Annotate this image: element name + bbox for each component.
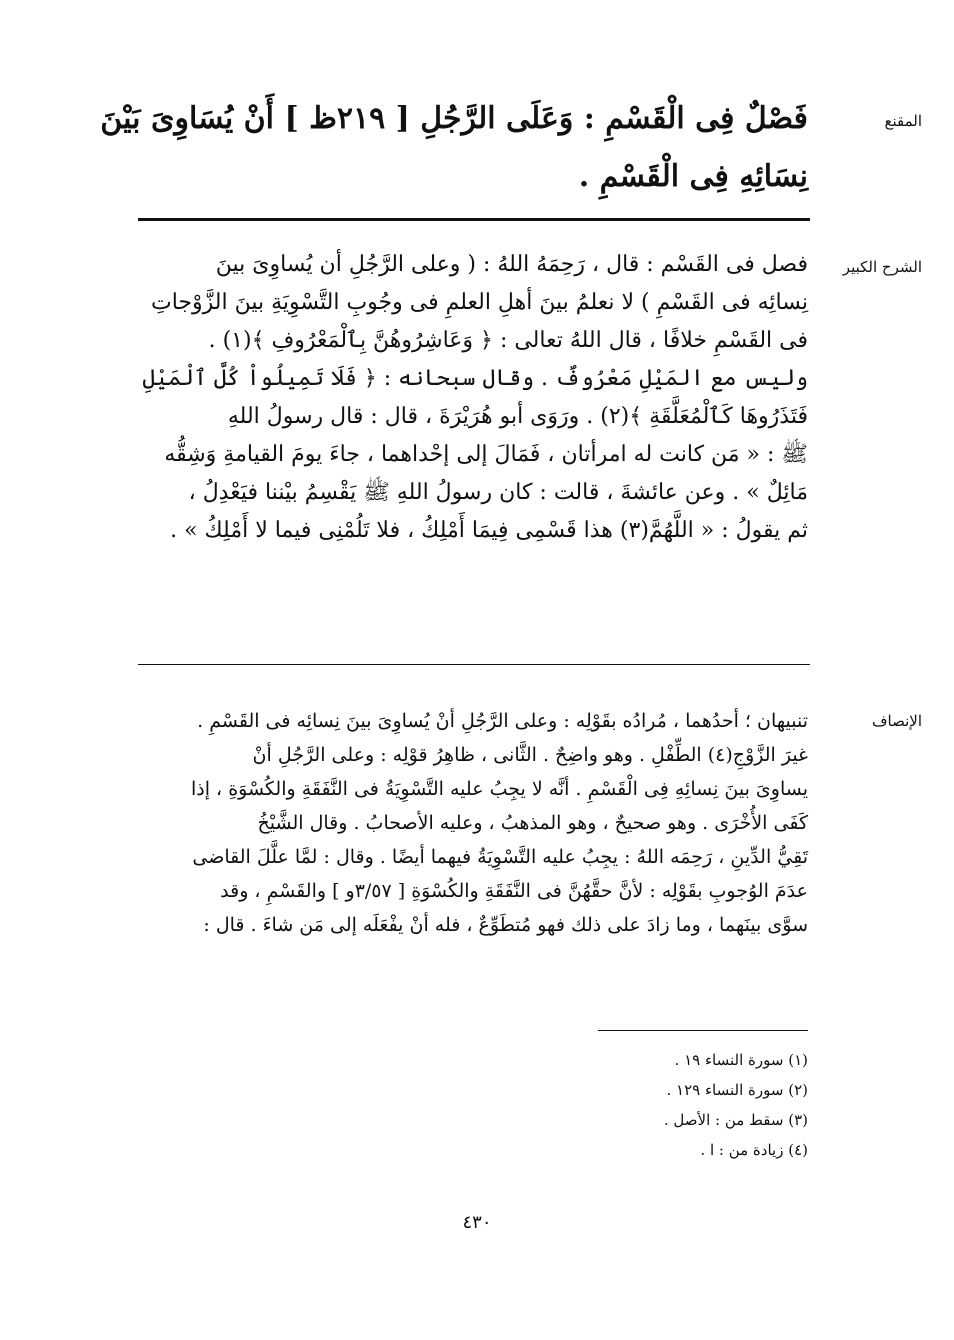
sharh-line: نِسائِه فى القَسْمِ ) لا نعلمُ بينَ أهلِ العلمِ فى وجُوبِ التَّسْوِيَةِ بينَ الزَّوْجاتِ xyxy=(151,290,808,315)
sharh-line: وليس مع المَيْلِ مَعْرُوفٌ . وقال سبحانه : ﴿ فَلَا تَمِيلُواْ كُلَّ ٱلْمَيْلِ xyxy=(142,366,808,391)
insaf-text xyxy=(130,704,808,942)
footnote: (٤) زيادة من : ا . xyxy=(700,1141,808,1159)
section-divider xyxy=(138,218,810,221)
insaf-line: تَقِيُّ الدِّينِ ، رَحِمَه اللهُ : يجِبُ عليه التَّسْوِيَةُ فيهما أيضًا . وقال : لمَّا علَّلَ القاضى xyxy=(192,846,808,868)
section-label-insaf: الإنصاف xyxy=(871,712,922,730)
footnote-divider xyxy=(598,1030,808,1031)
section-label-sharh: الشرح الكبير xyxy=(842,258,922,276)
insaf-line: تنبيهان ؛ أحدُهما ، مُرادُه بقَوْلِه : وعلى الرَّجُلِ أنْ يُساوِىَ بينَ نِسائِه فى القَسْمِ . xyxy=(197,710,808,732)
muqni-text xyxy=(100,90,808,206)
insaf-line: سوَّى بينَهما ، وما زادَ على ذلك فهو مُتطَوِّعٌ ، فله أنْ يفْعَلَه إلى مَن شاءَ . قال : xyxy=(203,914,808,936)
insaf-line: يساوِىَ بينَ نِسائِهِ فِى الْقَسْمِ . أنَّه لا يجِبُ عليه التَّسْوِيَةُ فى النَّفَقَةِ والكُسْوَةِ ، إذا xyxy=(190,778,808,800)
sharh-line: فى القَسْمِ خلافًا ، قال اللهُ تعالى : ﴿ وَعَاشِرُوهُنَّ بِٱلْمَعْرُوفِ ﴾(١) . xyxy=(208,328,808,353)
sharh-line: مَائِلٌ » . وعن عائشةَ ، قالت : كان رسولُ اللهِ ﷺ يَقْسِمُ بيْننا فيَعْدِلُ ، xyxy=(188,480,808,505)
sharh-line: فصل فى القَسْم : قال ، رَحِمَهُ اللهُ : ( وعلى الرَّجُلِ أن يُساوِىَ بينَ xyxy=(215,252,808,277)
muqni-line: نِسَائِهِ فِى الْقَسْمِ . xyxy=(578,159,808,194)
insaf-line: كَفَى الأُخْرَى . وهو صحيحٌ ، وهو المذهبُ ، وعليه الأصحابُ . وقال الشَّيْخُ xyxy=(257,812,808,834)
sharh-text xyxy=(130,246,808,550)
page-number: ٤٣٠ xyxy=(462,1212,492,1233)
footnote: (١) سورة النساء ١٩ . xyxy=(674,1051,808,1069)
section-divider xyxy=(138,664,810,665)
footnote: (٢) سورة النساء ١٢٩ . xyxy=(666,1081,808,1099)
sharh-line: ثم يقولُ : « اللَّهُمَّ(٣) هذا قَسْمِى فِيمَا أَمْلِكُ ، فلا تَلُمْنِى فيما لا أَمْلِكُ » . xyxy=(170,518,808,543)
insaf-line: عدَمَ الوُجوبِ بقَوْلِه : لأنَّ حقَّهُنَّ فى النَّفَقَةِ والكُسْوَةِ [ ٣/٥٧و ] والقَسْمِ ، وقد xyxy=(220,880,808,902)
insaf-line: غيرَ الزَّوْجِ(٤) الطِّفْلِ . وهو واضِحٌ . الثَّانى ، ظاهِرُ قوْلِه : وعلى الرَّجُلِ أنْ xyxy=(252,744,808,766)
footnotes xyxy=(408,1045,808,1165)
muqni-line: فَصْلٌ فِى الْقَسْمِ : وَعَلَى الرَّجُلِ [ ٢١٩ظ ] أَنْ يُسَاوِىَ بَيْنَ xyxy=(100,101,808,136)
sharh-line: ﷺ : « مَن كانت له امرأتان ، فَمَالَ إلى إحْداهما ، جاءَ يومَ القيامةِ وَشِقُّه xyxy=(164,442,808,467)
footnote: (٣) سقط من : الأصل . xyxy=(663,1111,808,1129)
section-label-muqni: المقنع xyxy=(884,112,922,130)
sharh-line: فَتَذَرُوهَا كَٱلْمُعَلَّقَةِ ﴾(٢) . ورَوَى أبو هُرَيْرَةَ ، قال : قال رسولُ اللهِ xyxy=(227,404,808,429)
